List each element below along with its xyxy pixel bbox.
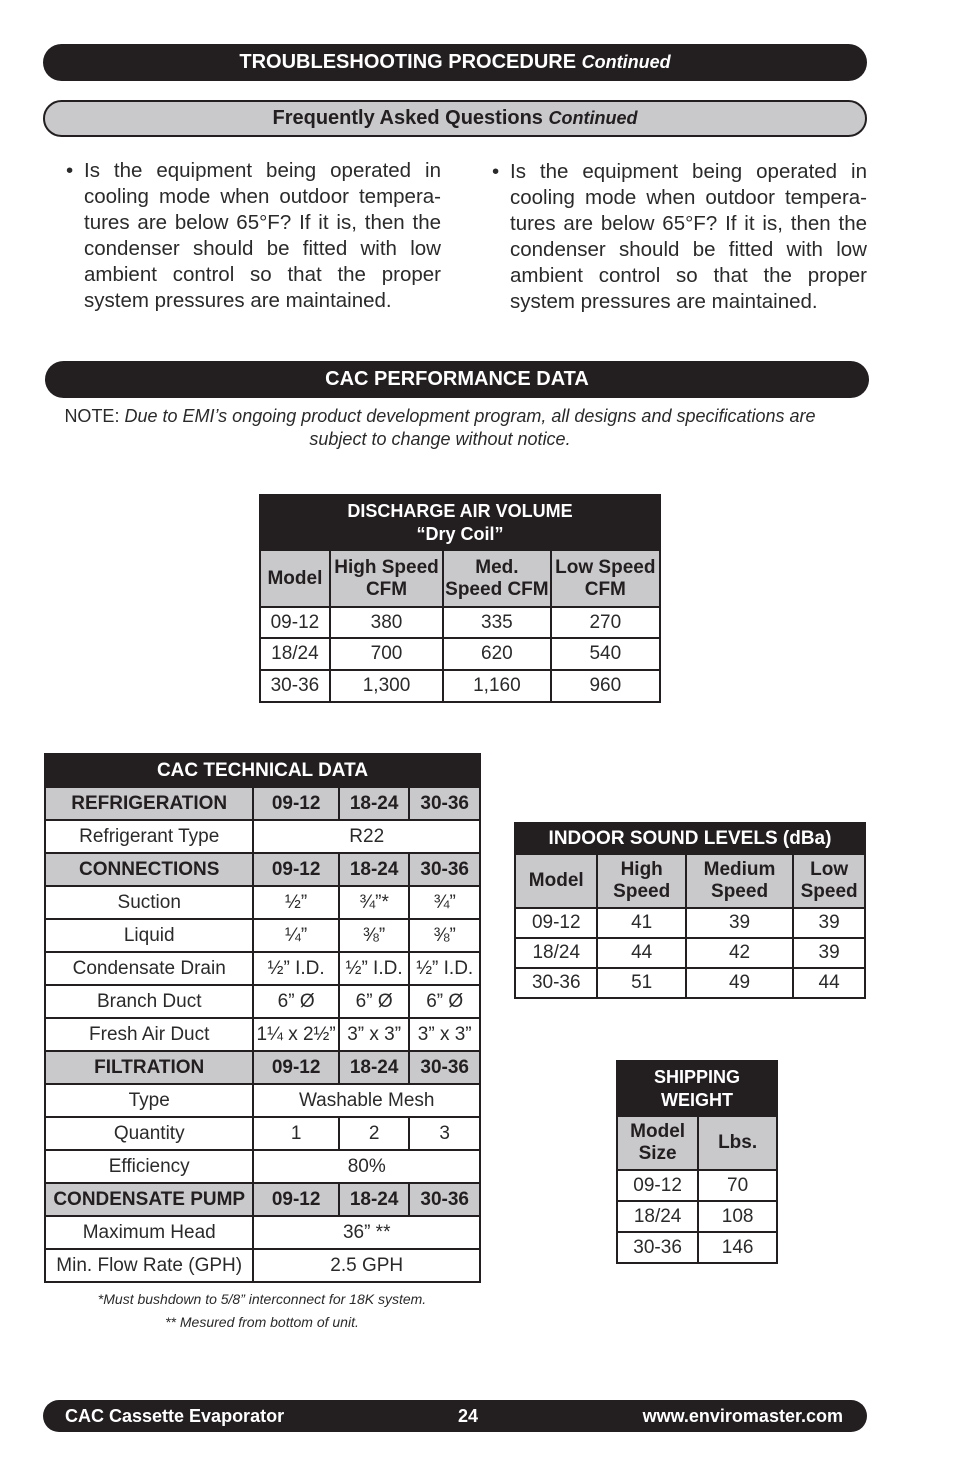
table-row: [45, 919, 480, 952]
page-number: 24: [458, 1406, 479, 1426]
performance-title: CAC PERFORMANCE DATA: [325, 368, 589, 390]
table-cell: 6” Ø: [409, 985, 480, 1018]
table-row: [45, 1084, 480, 1117]
table-cell: 39: [793, 938, 865, 968]
note-label: NOTE:: [64, 406, 120, 426]
faq-text-left: Is the equipment being operated in cooling mode when outdoor tempera-tures are below 65°F? If it is, then the condenser should be fitted with low ambient control so that the proper system pressures are maintained.: [84, 159, 441, 312]
sound-header: High Speed: [597, 854, 685, 908]
technical-footnote: [44, 1288, 480, 1334]
table-cell: 30-36: [515, 968, 597, 998]
row-label: Suction: [45, 886, 253, 919]
table-row: [260, 670, 660, 702]
footnote-line: *Must bushdown to 5/8” interconnect for 18K system.: [97, 1291, 427, 1307]
table-cell: ⅜”: [409, 919, 480, 952]
row-label: Min. Flow Rate (GPH): [45, 1249, 253, 1282]
page-footer: [43, 1400, 867, 1432]
table-cell: 51: [597, 968, 685, 998]
table-row: [515, 938, 865, 968]
table-cell: ¾”: [409, 886, 480, 919]
discharge-header: Low Speed CFM: [551, 550, 660, 607]
row-label: Efficiency: [45, 1150, 253, 1183]
discharge-header: High Speed CFM: [330, 550, 443, 607]
sound-levels-table: [514, 822, 866, 999]
footer-url: www.enviromaster.com: [642, 1406, 843, 1426]
table-cell: ¼”: [253, 919, 338, 952]
table-cell: 70: [698, 1170, 777, 1201]
note-text: Due to EMI’s ongoing product development program, all designs and specifications are subject to change without notice.: [124, 406, 816, 449]
table-row: [45, 985, 480, 1018]
table-cell: 39: [686, 908, 793, 938]
table-cell: 30-36: [260, 670, 330, 702]
col-header: 09-12: [253, 1183, 338, 1216]
row-label: Condensate Drain: [45, 952, 253, 985]
table-row: [45, 1117, 480, 1150]
faq-title: Frequently Asked Questions: [272, 107, 543, 129]
shipping-header: Model Size: [617, 1116, 698, 1170]
connections-header: CONNECTIONS: [45, 853, 253, 886]
table-row: [45, 1216, 480, 1249]
row-label: Refrigerant Type: [45, 820, 253, 853]
table-row: [617, 1201, 777, 1232]
faq-item-left: [66, 158, 441, 314]
table-cell: 335: [443, 607, 550, 638]
discharge-title: DISCHARGE AIR VOLUME: [347, 500, 573, 521]
row-label: Fresh Air Duct: [45, 1018, 253, 1051]
table-cell: 6” Ø: [253, 985, 338, 1018]
sound-header: Model: [515, 854, 597, 908]
shipping-header: Lbs.: [698, 1116, 777, 1170]
table-cell: 09-12: [260, 607, 330, 638]
discharge-subtitle: “Dry Coil”: [416, 523, 504, 544]
table-cell: 3: [409, 1117, 480, 1150]
table-cell: R22: [253, 820, 480, 853]
table-cell: 41: [597, 908, 685, 938]
col-header: 18-24: [339, 853, 410, 886]
table-cell: ¾”*: [339, 886, 410, 919]
section-title-suffix: Continued: [581, 52, 671, 72]
table-cell: 2: [339, 1117, 410, 1150]
performance-note: [40, 405, 840, 451]
table-cell: 620: [443, 638, 550, 670]
table-cell: 270: [551, 607, 660, 638]
col-header: 09-12: [253, 853, 338, 886]
col-header: 30-36: [409, 1183, 480, 1216]
table-cell: 1¼ x 2½”: [253, 1018, 338, 1051]
table-cell: ½” I.D.: [409, 952, 480, 985]
sound-title: INDOOR SOUND LEVELS (dBa): [515, 823, 865, 854]
table-cell: 18/24: [617, 1201, 698, 1232]
section-header: [43, 44, 867, 81]
table-cell: ½”: [253, 886, 338, 919]
table-cell: 3” x 3”: [409, 1018, 480, 1051]
row-label: Type: [45, 1084, 253, 1117]
col-header: 09-12: [253, 1051, 338, 1084]
table-row: [45, 1018, 480, 1051]
col-header: 18-24: [339, 787, 410, 820]
bullet-icon: •: [66, 159, 74, 182]
table-cell: 3” x 3”: [339, 1018, 410, 1051]
col-header: 18-24: [339, 1051, 410, 1084]
shipping-title: SHIPPING WEIGHT: [617, 1061, 777, 1116]
table-cell: 960: [551, 670, 660, 702]
shipping-weight-table: [616, 1060, 778, 1264]
discharge-air-table: [259, 494, 661, 703]
col-header: 30-36: [409, 1051, 480, 1084]
table-cell: 09-12: [617, 1170, 698, 1201]
bullet-icon: •: [492, 160, 500, 183]
table-cell: 2.5 GPH: [253, 1249, 480, 1282]
discharge-header: Model: [260, 550, 330, 607]
table-cell: Washable Mesh: [253, 1084, 480, 1117]
table-row: [45, 1150, 480, 1183]
table-cell: 18/24: [515, 938, 597, 968]
table-cell: 36” **: [253, 1216, 480, 1249]
footnote-line: ** Mesured from bottom of unit.: [165, 1314, 359, 1330]
faq-item-right: [492, 159, 867, 315]
table-cell: 18/24: [260, 638, 330, 670]
row-label: Liquid: [45, 919, 253, 952]
table-cell: 6” Ø: [339, 985, 410, 1018]
row-label: Branch Duct: [45, 985, 253, 1018]
table-cell: 1,160: [443, 670, 550, 702]
table-cell: ½” I.D.: [339, 952, 410, 985]
table-cell: 49: [686, 968, 793, 998]
technical-title: CAC TECHNICAL DATA: [45, 754, 480, 787]
col-header: 30-36: [409, 853, 480, 886]
table-row: [515, 908, 865, 938]
footer-title: CAC Cassette Evaporator: [65, 1406, 285, 1426]
row-label: Quantity: [45, 1117, 253, 1150]
row-label: Maximum Head: [45, 1216, 253, 1249]
table-row: [45, 1249, 480, 1282]
table-cell: 44: [793, 968, 865, 998]
table-row: [45, 952, 480, 985]
col-header: 09-12: [253, 787, 338, 820]
performance-header: [45, 361, 869, 398]
table-cell: 39: [793, 908, 865, 938]
table-row: [260, 638, 660, 670]
table-cell: 1: [253, 1117, 338, 1150]
table-row: [45, 820, 480, 853]
table-cell: 80%: [253, 1150, 480, 1183]
table-row: [617, 1170, 777, 1201]
discharge-header: Med. Speed CFM: [443, 550, 550, 607]
table-cell: 380: [330, 607, 443, 638]
table-cell: 30-36: [617, 1232, 698, 1263]
table-cell: 108: [698, 1201, 777, 1232]
table-row: [617, 1232, 777, 1263]
table-cell: 44: [597, 938, 685, 968]
discharge-title-cell: [260, 495, 660, 550]
table-row: [45, 886, 480, 919]
faq-text-right: Is the equipment being operated in cooling mode when outdoor tempera-tures are below 65°F? If it is, then the condenser should be fitted with low ambient control so that the proper system pressures are maintained.: [510, 160, 867, 313]
faq-title-suffix: Continued: [548, 108, 638, 128]
table-row: [515, 968, 865, 998]
table-cell: ⅜”: [339, 919, 410, 952]
col-header: 18-24: [339, 1183, 410, 1216]
table-cell: 540: [551, 638, 660, 670]
table-cell: 700: [330, 638, 443, 670]
faq-header: [43, 100, 867, 137]
section-title: TROUBLESHOOTING PROCEDURE: [239, 51, 577, 73]
table-cell: 1,300: [330, 670, 443, 702]
table-row: [260, 607, 660, 638]
col-header: 30-36: [409, 787, 480, 820]
sound-header: Low Speed: [793, 854, 865, 908]
table-cell: 146: [698, 1232, 777, 1263]
table-cell: 42: [686, 938, 793, 968]
refrigeration-header: REFRIGERATION: [45, 787, 253, 820]
sound-header: Medium Speed: [686, 854, 793, 908]
pump-header: CONDENSATE PUMP: [45, 1183, 253, 1216]
technical-data-table: [44, 753, 481, 1283]
table-cell: ½” I.D.: [253, 952, 338, 985]
table-cell: 09-12: [515, 908, 597, 938]
filtration-header: FILTRATION: [45, 1051, 253, 1084]
